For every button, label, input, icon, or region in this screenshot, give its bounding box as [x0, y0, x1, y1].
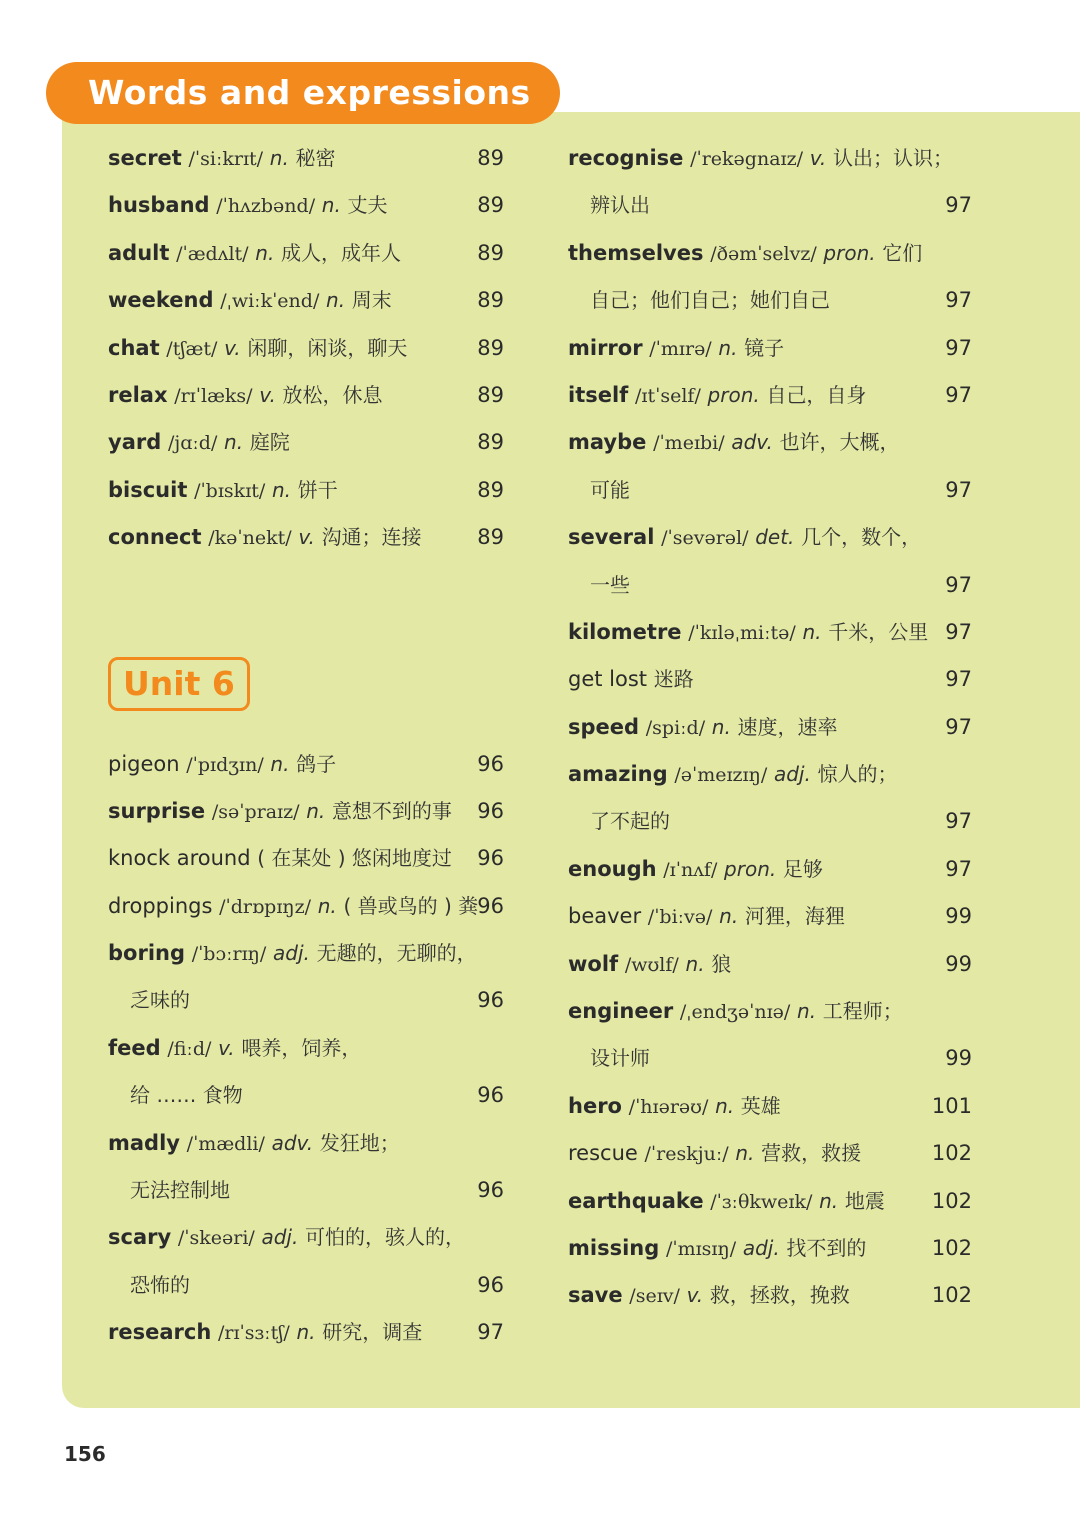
- entry-word: several: [568, 525, 655, 550]
- entry-phonetic: /ðəmˈselvz/: [710, 242, 817, 265]
- vocab-entry: [568, 1272, 972, 1319]
- vocab-entry: [108, 883, 508, 930]
- vocab-entry: [108, 1262, 508, 1309]
- entry-part-of-speech: v.: [259, 382, 276, 407]
- entry-part-of-speech: adj.: [273, 941, 310, 966]
- vocab-entry: [108, 182, 508, 229]
- entry-word: yard: [108, 430, 162, 455]
- entry-word: biscuit: [108, 477, 188, 502]
- entry-word: secret: [108, 146, 182, 170]
- entry-meaning: 恐怖的: [130, 1272, 190, 1297]
- entry-word: rescue: [568, 1141, 638, 1166]
- right-entries: [568, 135, 972, 1320]
- entry-part-of-speech: adj.: [261, 1225, 299, 1250]
- entry-page: 89: [477, 525, 504, 550]
- entry-page: 97: [945, 714, 972, 739]
- vocab-entry: [108, 277, 508, 324]
- vocab-entry: [568, 135, 968, 182]
- entry-phonetic: /əˈmeɪzɪŋ/: [674, 764, 768, 787]
- entry-part-of-speech: n.: [802, 619, 822, 644]
- vocab-entry: [108, 788, 508, 835]
- entry-word: beaver: [568, 904, 642, 929]
- entry-meaning: 自己，自身: [766, 382, 867, 407]
- entry-page: 97: [477, 1320, 504, 1345]
- vocab-entry: [568, 467, 972, 514]
- vocab-entry: [568, 514, 968, 561]
- entry-page: 96: [477, 1083, 504, 1108]
- entry-page: 89: [477, 193, 504, 218]
- entry-part-of-speech: n.: [797, 999, 817, 1024]
- entry-word: droppings: [108, 893, 213, 918]
- vocab-entry: [108, 1167, 508, 1214]
- entry-phonetic: /rɪˈsɜːtʃ/: [217, 1322, 290, 1345]
- entry-meaning: 可能: [590, 477, 630, 502]
- vocab-entry: [568, 562, 972, 609]
- vocab-entry: [108, 1120, 508, 1167]
- entry-meaning: 辨认出: [590, 193, 650, 218]
- vocab-entry: [568, 230, 968, 277]
- entry-page: 97: [945, 856, 972, 881]
- vocab-entry: [568, 1083, 972, 1130]
- entry-part-of-speech: pron.: [823, 240, 876, 265]
- entry-word: themselves: [568, 240, 704, 265]
- entry-meaning: 迷路: [653, 667, 694, 692]
- entry-part-of-speech: v.: [224, 335, 241, 360]
- entry-meaning: 河狸，海狸: [744, 904, 845, 929]
- entry-word: wolf: [568, 951, 619, 976]
- entry-part-of-speech: v.: [809, 146, 827, 170]
- entry-phonetic: /ˈbɔːrɪŋ/: [191, 943, 267, 966]
- entry-part-of-speech: v.: [218, 1035, 235, 1060]
- entry-phonetic: /ˈbɪskɪt/: [194, 479, 266, 502]
- entry-phonetic: /ˌendʒəˈnɪə/: [679, 1001, 791, 1024]
- entry-page: 96: [477, 1272, 504, 1297]
- entry-phonetic: /ˈædʌlt/: [176, 242, 249, 265]
- entry-phonetic: /kəˈnekt/: [208, 527, 292, 550]
- entry-word: save: [568, 1283, 623, 1308]
- entry-meaning: 足够: [782, 856, 823, 881]
- vocab-entry: [568, 419, 968, 466]
- entry-word: earthquake: [568, 1188, 704, 1213]
- entry-phonetic: /ˈrekəgnaɪz/: [690, 148, 804, 170]
- vocab-entry: [568, 988, 968, 1035]
- entry-meaning: 营救，救援: [761, 1141, 862, 1166]
- entry-meaning: 秘密: [295, 146, 336, 170]
- entry-page: 97: [945, 619, 972, 644]
- vocab-entry: [108, 835, 508, 882]
- entry-part-of-speech: n.: [255, 240, 275, 265]
- entry-page: 96: [477, 893, 504, 918]
- entry-phonetic: /spiːd/: [645, 716, 706, 739]
- entry-word: kilometre: [568, 619, 682, 644]
- entry-meaning: 发狂地；: [319, 1130, 400, 1155]
- entry-word: enough: [568, 856, 657, 881]
- entry-meaning: 千米，公里: [828, 619, 929, 644]
- entry-meaning: 丈夫: [347, 193, 388, 218]
- entry-page: 97: [945, 382, 972, 407]
- entry-page: 97: [945, 809, 972, 834]
- vocab-entry: [108, 467, 508, 514]
- entry-phonetic: /ˈkɪləˌmiːtə/: [688, 621, 796, 644]
- entry-word: surprise: [108, 798, 206, 823]
- vocab-entry: [568, 1178, 972, 1225]
- vocab-entry: [108, 1025, 508, 1072]
- entry-part-of-speech: v.: [686, 1283, 704, 1308]
- entry-phonetic: /fiːd/: [167, 1037, 212, 1060]
- left-entries-bottom: [108, 741, 508, 1357]
- vocab-entry: [108, 419, 508, 466]
- vocab-entry: [108, 230, 508, 277]
- entry-page: 101: [931, 1093, 972, 1118]
- entry-part-of-speech: n.: [321, 193, 341, 218]
- entry-word: recognise: [568, 146, 684, 170]
- entry-meaning: 庭院: [249, 430, 290, 455]
- vocab-entry: [108, 325, 508, 372]
- entry-part-of-speech: n.: [317, 893, 337, 918]
- left-entries-top: [108, 135, 508, 562]
- entry-phonetic: /ˈmeɪbi/: [653, 432, 725, 455]
- entry-phonetic: /ˈsevərəl/: [661, 527, 749, 550]
- entry-page: 97: [945, 288, 972, 313]
- vocab-entry: [568, 609, 972, 656]
- entry-part-of-speech: n.: [711, 714, 731, 739]
- entry-meaning: 鸽子: [296, 751, 337, 776]
- entry-meaning: 英雄: [740, 1093, 781, 1118]
- entry-page: 89: [477, 430, 504, 455]
- entry-meaning: 救，拯救，挽救: [709, 1283, 850, 1308]
- entry-page: 96: [477, 751, 504, 776]
- entry-page: 89: [477, 477, 504, 502]
- entry-part-of-speech: n.: [224, 430, 244, 455]
- page-number: 156: [64, 1442, 106, 1466]
- entry-phonetic: /ˈmɪsɪŋ/: [665, 1237, 737, 1260]
- entry-word: scary: [108, 1225, 172, 1250]
- entry-page: 89: [477, 335, 504, 360]
- entry-word: knock around: [108, 846, 251, 871]
- entry-meaning: 成人，成年人: [281, 240, 401, 265]
- vocab-entry: [568, 751, 968, 798]
- entry-page: 99: [945, 951, 972, 976]
- entry-page: 96: [477, 798, 504, 823]
- entry-phonetic: /ɪtˈself/: [635, 384, 701, 407]
- entry-word: weekend: [108, 288, 214, 313]
- vocab-entry: [568, 277, 972, 324]
- entry-part-of-speech: n.: [269, 146, 289, 170]
- vocab-entry: [108, 372, 508, 419]
- unit-heading: [108, 657, 508, 741]
- entry-meaning: 惊人的；: [817, 762, 898, 787]
- entry-meaning: 饼干: [297, 477, 338, 502]
- entry-page: 102: [931, 1188, 972, 1213]
- entry-meaning: 找不到的: [786, 1235, 867, 1260]
- entry-meaning: 设计师: [590, 1046, 650, 1071]
- entry-part-of-speech: adj.: [742, 1235, 780, 1260]
- vocab-entry: [568, 1225, 972, 1272]
- entry-word: hero: [568, 1093, 622, 1118]
- entry-page: 99: [945, 904, 972, 929]
- vocab-entry: [108, 1214, 508, 1261]
- entry-word: boring: [108, 941, 185, 966]
- entry-phonetic: /wʊlf/: [624, 953, 679, 976]
- entry-meaning: 研究，调查: [322, 1320, 423, 1345]
- entry-word: pigeon: [108, 751, 180, 776]
- entry-phonetic: /ˈmædli/: [186, 1132, 265, 1155]
- vocab-entry: [108, 977, 508, 1024]
- entry-phonetic: /ˈhʌzbənd/: [216, 195, 316, 218]
- vocab-entry: [568, 846, 972, 893]
- entry-page: 89: [477, 240, 504, 265]
- vocab-entry: [568, 893, 972, 940]
- entry-part-of-speech: n.: [719, 904, 739, 929]
- vocab-entry: [568, 1130, 972, 1177]
- entry-part-of-speech: n.: [718, 335, 738, 360]
- entry-phonetic: /ɪˈnʌf/: [663, 858, 718, 881]
- entry-word: connect: [108, 525, 202, 550]
- entry-phonetic: /ˈhɪərəʊ/: [628, 1095, 709, 1118]
- entry-meaning: 地震: [844, 1188, 885, 1213]
- entry-word: missing: [568, 1235, 660, 1260]
- entry-page: 97: [945, 335, 972, 360]
- vocab-entry: [568, 182, 972, 229]
- entry-part-of-speech: pron.: [724, 856, 777, 881]
- entry-page: 89: [477, 382, 504, 407]
- entry-meaning: 几个，数个，: [801, 525, 922, 550]
- entry-part-of-speech: n.: [326, 288, 346, 313]
- entry-page: 97: [945, 477, 972, 502]
- entry-meaning: 意想不到的事: [331, 798, 452, 823]
- entry-phonetic: /səˈpraɪz/: [211, 800, 300, 823]
- entry-word: amazing: [568, 762, 668, 787]
- entry-meaning: 沟通；连接: [321, 525, 422, 550]
- entry-part-of-speech: n.: [715, 1093, 735, 1118]
- entry-meaning: 它们: [882, 240, 923, 265]
- entry-word: mirror: [568, 335, 643, 360]
- entry-word: adult: [108, 240, 170, 265]
- entry-word: feed: [108, 1035, 161, 1060]
- vocab-entry: [568, 704, 972, 751]
- entry-word: itself: [568, 382, 629, 407]
- vocab-entry: [108, 1309, 508, 1356]
- vocab-entry: [108, 514, 508, 561]
- entry-meaning: 认出；认识；: [832, 146, 953, 170]
- entry-part-of-speech: n.: [819, 1188, 839, 1213]
- entry-phonetic: /ˈskeəri/: [177, 1227, 255, 1250]
- entry-part-of-speech: n.: [685, 951, 705, 976]
- entry-meaning: 工程师；: [822, 999, 903, 1024]
- entry-page: 96: [477, 1178, 504, 1203]
- entry-page: 96: [477, 846, 504, 871]
- entry-meaning: 狼: [711, 951, 732, 976]
- vocab-entry: [568, 798, 972, 845]
- entry-phonetic: /ˈreskjuː/: [644, 1143, 729, 1166]
- entry-meaning: 闲聊，闲谈，聊天: [247, 335, 408, 360]
- vocab-entry: [108, 1072, 508, 1119]
- entry-phonetic: /jɑːd/: [167, 432, 218, 455]
- entry-meaning: 给 …… 食物: [130, 1083, 243, 1108]
- entry-phonetic: /ˈdrɒpɪŋz/: [219, 895, 312, 918]
- entry-meaning: 放松，休息: [282, 382, 383, 407]
- entry-part-of-speech: n.: [272, 477, 292, 502]
- entry-meaning: 无法控制地: [130, 1178, 230, 1203]
- vocab-entry: [568, 941, 972, 988]
- entry-word: get lost: [568, 667, 648, 692]
- entry-page: 89: [477, 146, 504, 170]
- entry-part-of-speech: det.: [755, 525, 795, 550]
- entry-meaning: 无趣的，无聊的，: [316, 941, 477, 966]
- entry-meaning: 乏味的: [130, 988, 190, 1013]
- entry-page: 97: [945, 193, 972, 218]
- entry-word: madly: [108, 1130, 180, 1155]
- entry-meaning: ( 兽或鸟的 ) 粪: [343, 893, 479, 918]
- entry-word: husband: [108, 193, 210, 218]
- entry-page: 96: [477, 988, 504, 1013]
- entry-part-of-speech: n.: [270, 751, 290, 776]
- entry-page: 97: [945, 572, 972, 597]
- vocab-entry: [108, 741, 508, 788]
- entry-part-of-speech: n.: [306, 798, 326, 823]
- entry-part-of-speech: adv.: [271, 1130, 314, 1155]
- entry-page: 102: [931, 1235, 972, 1260]
- entry-meaning: 自己；他们自己；她们自己: [590, 288, 830, 313]
- column-spacer: [108, 562, 508, 657]
- entry-phonetic: /ˈɜːθkweɪk/: [710, 1190, 813, 1213]
- entry-meaning: 一些: [590, 572, 630, 597]
- vocab-entry: [568, 656, 972, 703]
- entry-meaning: 可怕的，骇人的，: [305, 1225, 466, 1250]
- left-column: [108, 135, 508, 1357]
- entry-part-of-speech: adv.: [731, 430, 773, 455]
- entry-word: maybe: [568, 430, 647, 455]
- entry-meaning: 速度，速率: [737, 714, 838, 739]
- unit-badge: Unit 6: [108, 657, 250, 711]
- entry-page: 97: [945, 667, 972, 692]
- vocab-entry: [108, 135, 508, 182]
- entry-phonetic: /tʃæt/: [166, 337, 218, 360]
- entry-word: engineer: [568, 999, 674, 1024]
- entry-phonetic: /ˈbiːvə/: [647, 906, 713, 929]
- entry-part-of-speech: pron.: [707, 382, 760, 407]
- entry-page: 102: [931, 1141, 972, 1166]
- right-column: [568, 135, 972, 1320]
- entry-meaning: 也许，大概，: [779, 430, 900, 455]
- entry-phonetic: /ˈpɪdʒɪn/: [186, 753, 264, 776]
- section-title: Words and expressions: [46, 62, 560, 124]
- entry-part-of-speech: v.: [298, 525, 315, 550]
- entry-meaning: ( 在某处 ) 悠闲地度过: [257, 846, 452, 871]
- entry-phonetic: /seɪv/: [629, 1285, 680, 1308]
- entry-page: 89: [477, 288, 504, 313]
- entry-meaning: 镜子: [744, 335, 785, 360]
- entry-word: chat: [108, 335, 160, 360]
- entry-meaning: 了不起的: [590, 809, 670, 834]
- entry-phonetic: /ˈsiːkrɪt/: [188, 148, 264, 170]
- entry-phonetic: /ˈmɪrə/: [649, 337, 712, 360]
- entry-part-of-speech: n.: [735, 1141, 755, 1166]
- entry-phonetic: /ˌwiːkˈend/: [220, 290, 320, 313]
- vocab-entry: [108, 930, 508, 977]
- entry-page: 99: [945, 1046, 972, 1071]
- entry-part-of-speech: adj.: [773, 762, 811, 787]
- entry-meaning: 周末: [351, 288, 392, 313]
- entry-meaning: 喂养，饲养，: [241, 1035, 362, 1060]
- entry-phonetic: /rɪˈlæks/: [174, 384, 253, 407]
- entry-word: speed: [568, 714, 640, 739]
- entry-word: research: [108, 1320, 212, 1345]
- entry-page: 102: [931, 1283, 972, 1308]
- entry-word: relax: [108, 382, 168, 407]
- vocab-entry: [568, 325, 972, 372]
- vocab-entry: [568, 372, 972, 419]
- vocab-entry: [568, 1035, 972, 1082]
- entry-part-of-speech: n.: [296, 1320, 316, 1345]
